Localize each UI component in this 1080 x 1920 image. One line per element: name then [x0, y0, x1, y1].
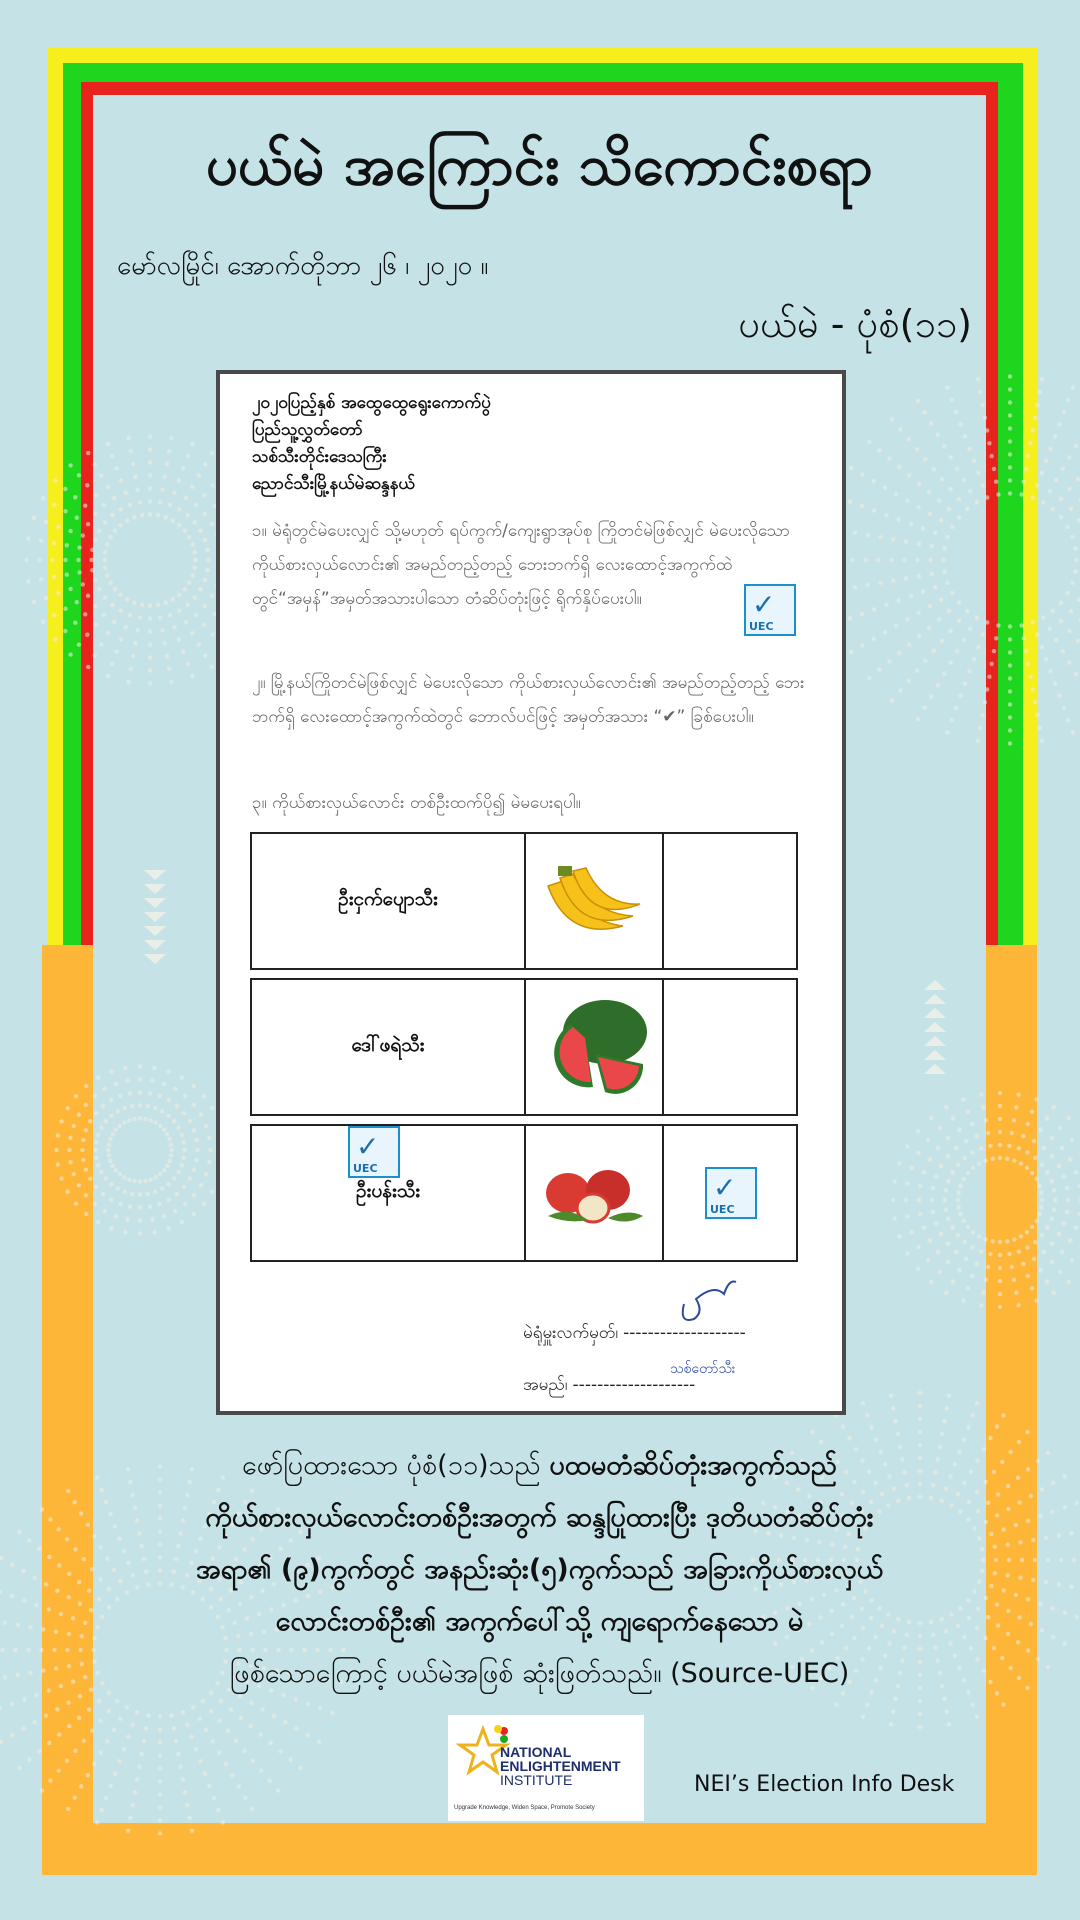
decorative-chevrons: [140, 870, 170, 980]
name-label: အမည်၊: [523, 1375, 568, 1395]
vote-box: [662, 1126, 800, 1260]
logo-tagline: Upgrade Knowledge, Widen Space, Promote Society: [454, 1805, 595, 1811]
dateline: မော်လမြိုင်၊ အောက်တိုဘာ ၂၆ ၊ ၂၀၂၀ ။: [117, 251, 489, 281]
page-title: ပယ်မဲ အကြောင်း သိကောင်းစရာ: [205, 133, 874, 198]
caption-text-bold: အရာ၏ (၉)ကွက်တွင် အနည်းဆုံး(၅)ကွက်သည် အခြားကိုယ်စားလှယ်: [196, 1554, 883, 1585]
name-line: [523, 1374, 695, 1399]
ballot-form-title: ပယ်မဲ - ပုံစံ(၁၁): [738, 302, 972, 346]
ballot-instruction: ၃။ ကိုယ်စားလှယ်လောင်း တစ်ဦးထက်ပို၍ မဲမပေးရပါ။: [252, 793, 581, 813]
apple-icon: [524, 1126, 664, 1260]
uec-stamp-icon: ✓ UEC: [348, 1126, 400, 1178]
ballot-header-line: ညောင်သီးမြို့နယ်မဲဆန္ဒနယ်: [252, 474, 415, 494]
caption-text-bold: လောင်းတစ်ဦး၏ အကွက်ပေါ်သို့ ကျရောက်နေသော မဲ: [275, 1606, 804, 1637]
caption-text: ဖော်ပြထားသော ပုံစံ(၁၁)သည်: [241, 1450, 550, 1481]
uec-stamp-icon: ✓ UEC: [705, 1167, 757, 1219]
name-dashes: --------------------: [572, 1375, 696, 1395]
explanation-caption: [93, 1440, 986, 1700]
signature-label: မဲရုံမှူးလက်မှတ်၊: [523, 1323, 619, 1343]
signature-line: [523, 1322, 746, 1347]
footer-credit: NEI’s Election Info Desk: [694, 1772, 955, 1797]
vote-box: [662, 834, 800, 968]
ballot-header-line: ၂၀၂၀ပြည့်နှစ် အထွေထွေရွေးကောက်ပွဲ: [252, 393, 491, 413]
ballot-instruction: ၁။ မဲရုံတွင်မဲပေးလျှင် သို့မဟုတ် ရပ်ကွက်/ကျေးရွာအုပ်စု ကြိုတင်မဲဖြစ်လျှင် မဲပေးလိုသော ကိုယ်စားလှယ်လောင်း၏ အမည်တည့်တည့် ဘေးဘက်ရှိ လေးထောင့်အကွက်ထဲတွင်“အမှန်”အမှတ်အသားပါသော တံဆိပ်တုံးဖြင့် ရိုက်နှိပ်ပေးပါ။: [252, 521, 791, 609]
uec-stamp-icon: ✓ UEC: [744, 584, 796, 636]
ballot-paper: [216, 370, 846, 1415]
candidate-row: [250, 832, 798, 970]
caption-text-bold: ကိုယ်စားလှယ်လောင်းတစ်ဦးအတွက် ဆန္ဒပြုထားပြီး ဒုတိယတံဆိပ်တုံး: [205, 1502, 874, 1533]
candidate-row: [250, 1124, 798, 1262]
banana-icon: [524, 834, 664, 968]
caption-text-bold: ပထမတံဆိပ်တုံးအကွက်သည်: [549, 1450, 838, 1481]
decorative-chevrons-up: [920, 980, 950, 1090]
candidate-name: ဦးငှက်ပျောသီး: [252, 834, 526, 968]
signature-mark: [674, 1274, 744, 1329]
ballot-header: [252, 390, 491, 498]
ballot-instruction: ၂။ မြို့နယ်ကြိုတင်မဲဖြစ်လျှင် မဲပေးလိုသော ကိုယ်စားလှယ်လောင်း၏ အမည်တည့်တည့် ဘေးဘက်ရှိ လေးထောင့်အကွက်ထဲတွင် ဘောလ်ပင်ဖြင့် အမှတ်အသား “✔” ခြစ်ပေးပါ။: [252, 673, 805, 727]
candidate-name: ဦးပန်းသီး: [252, 1126, 526, 1260]
watermelon-icon: [524, 980, 664, 1114]
logo-line: NATIONAL: [500, 1744, 572, 1760]
logo-line: INSTITUTE: [500, 1772, 573, 1788]
vote-box: [662, 980, 800, 1114]
logo-line: ENLIGHTENMENT: [500, 1758, 621, 1774]
candidate-row: [250, 978, 798, 1116]
ballot-header-line: သစ်သီးတိုင်းဒေသကြီး: [252, 447, 387, 467]
candidate-name: ဒေါ်ဖရဲသီး: [252, 980, 526, 1114]
official-name-handwritten: သစ်တော်သီး: [670, 1361, 736, 1377]
nei-logo: [448, 1715, 644, 1821]
caption-text: ဖြစ်သောကြောင့် ပယ်မဲအဖြစ် ဆုံးဖြတ်သည်။ (Source-UEC): [229, 1658, 850, 1689]
signature-dashes: --------------------: [623, 1323, 746, 1343]
ballot-header-line: ပြည်သူ့လွှတ်တော်: [252, 420, 363, 440]
